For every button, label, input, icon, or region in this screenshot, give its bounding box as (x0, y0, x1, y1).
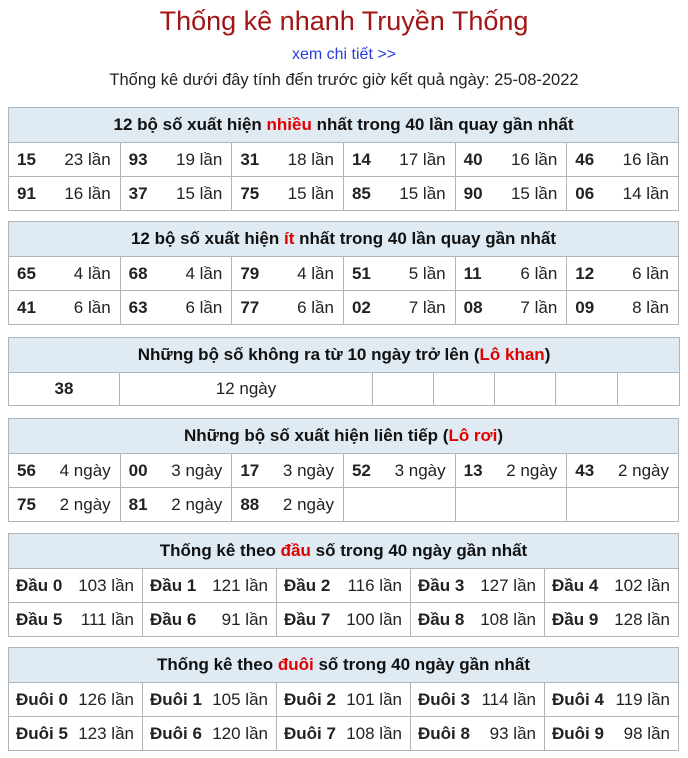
table-cell: 17 3 ngày (232, 454, 344, 488)
table-cell: 12 ngày (120, 373, 373, 406)
table-cell: 08 7 lần (455, 291, 567, 325)
table-cell: 41 6 lần (9, 291, 121, 325)
duoi-heading: Thống kê theo đuôi số trong 40 ngày gần nhất (9, 648, 679, 683)
table-cell (455, 488, 567, 522)
table-cell (434, 373, 495, 406)
table-cell: 77 6 lần (232, 291, 344, 325)
table-cell (373, 373, 434, 406)
table-row (9, 717, 679, 751)
table-cell: 88 2 ngày (232, 488, 344, 522)
table-row (9, 257, 679, 291)
table-cell: 12 6 lần (567, 257, 679, 291)
table-cell: 00 3 ngày (120, 454, 232, 488)
table-cell: 06 14 lần (567, 177, 679, 211)
table-row (9, 143, 679, 177)
lo-khan-table (8, 337, 680, 406)
table-cell: Đầu 8 108 lần (411, 603, 545, 637)
table-cell: 40 16 lần (455, 143, 567, 177)
lo-roi-heading: Những bộ số xuất hiện liên tiếp (Lô rơi) (9, 419, 679, 454)
table-cell: 38 (9, 373, 120, 406)
dau-heading: Thống kê theo đầu số trong 40 ngày gần nhất (9, 534, 679, 569)
table-cell: Đuôi 4 119 lần (545, 683, 679, 717)
page-description: Thống kê dưới đây tính đến trước giờ kết quả ngày: 25-08-2022 (109, 71, 579, 89)
page-title: Thống kê nhanh Truyền Thống (159, 6, 529, 36)
table-cell: 68 4 lần (120, 257, 232, 291)
detail-link[interactable]: xem chi tiết >> (291, 46, 397, 63)
lo-roi-table (8, 418, 679, 522)
table-cell: Đuôi 2 101 lần (277, 683, 411, 717)
table-cell: 14 17 lần (343, 143, 455, 177)
table-cell: Đầu 6 91 lần (143, 603, 277, 637)
table-cell: 09 8 lần (567, 291, 679, 325)
table-cell: Đuôi 9 98 lần (545, 717, 679, 751)
table-row (9, 488, 679, 522)
table-cell: 75 15 lần (232, 177, 344, 211)
dau-stats-table (8, 533, 679, 637)
table-cell: 43 2 ngày (567, 454, 679, 488)
table-cell: Đuôi 5 123 lần (9, 717, 143, 751)
table-cell: 75 2 ngày (9, 488, 121, 522)
table-cell (618, 373, 680, 406)
table-row (9, 177, 679, 211)
table-row (9, 569, 679, 603)
table-cell (556, 373, 618, 406)
table-cell: 85 15 lần (343, 177, 455, 211)
table-cell: 63 6 lần (120, 291, 232, 325)
table-cell: 37 15 lần (120, 177, 232, 211)
table-row (9, 291, 679, 325)
most-frequent-heading: 12 bộ số xuất hiện nhiều nhất trong 40 lần quay gần nhất (9, 108, 679, 143)
table-cell: Đầu 7 100 lần (277, 603, 411, 637)
table-row (9, 454, 679, 488)
table-cell: 93 19 lần (120, 143, 232, 177)
table-cell: 51 5 lần (343, 257, 455, 291)
table-cell: 91 16 lần (9, 177, 121, 211)
table-cell: 02 7 lần (343, 291, 455, 325)
duoi-stats-table (8, 647, 679, 751)
table-cell (495, 373, 556, 406)
table-cell: Đuôi 0 126 lần (9, 683, 143, 717)
table-cell: Đầu 4 102 lần (545, 569, 679, 603)
table-cell: 13 2 ngày (455, 454, 567, 488)
table-cell: 31 18 lần (232, 143, 344, 177)
table-cell: Đuôi 3 114 lần (411, 683, 545, 717)
table-cell (343, 488, 455, 522)
least-frequent-table (8, 221, 679, 325)
table-cell: Đầu 3 127 lần (411, 569, 545, 603)
table-cell: 90 15 lần (455, 177, 567, 211)
table-cell: 15 23 lần (9, 143, 121, 177)
table-row (9, 603, 679, 637)
table-cell: Đầu 1 121 lần (143, 569, 277, 603)
most-frequent-table (8, 107, 679, 211)
table-cell (567, 488, 679, 522)
lo-khan-heading: Những bộ số không ra từ 10 ngày trở lên (Lô khan) (9, 338, 680, 373)
table-cell: 11 6 lần (455, 257, 567, 291)
table-cell: Đầu 2 116 lần (277, 569, 411, 603)
table-row (9, 683, 679, 717)
least-frequent-heading: 12 bộ số xuất hiện ít nhất trong 40 lần quay gần nhất (9, 222, 679, 257)
table-cell: Đuôi 8 93 lần (411, 717, 545, 751)
table-cell: 79 4 lần (232, 257, 344, 291)
table-cell: Đầu 0 103 lần (9, 569, 143, 603)
table-cell: Đuôi 1 105 lần (143, 683, 277, 717)
table-row (9, 373, 680, 406)
table-cell: 52 3 ngày (343, 454, 455, 488)
table-cell: 81 2 ngày (120, 488, 232, 522)
table-cell: 46 16 lần (567, 143, 679, 177)
table-cell: Đuôi 6 120 lần (143, 717, 277, 751)
table-cell: 65 4 lần (9, 257, 121, 291)
table-cell: 56 4 ngày (9, 454, 121, 488)
table-cell: Đầu 5 111 lần (9, 603, 143, 637)
table-cell: Đầu 9 128 lần (545, 603, 679, 637)
table-cell: Đuôi 7 108 lần (277, 717, 411, 751)
